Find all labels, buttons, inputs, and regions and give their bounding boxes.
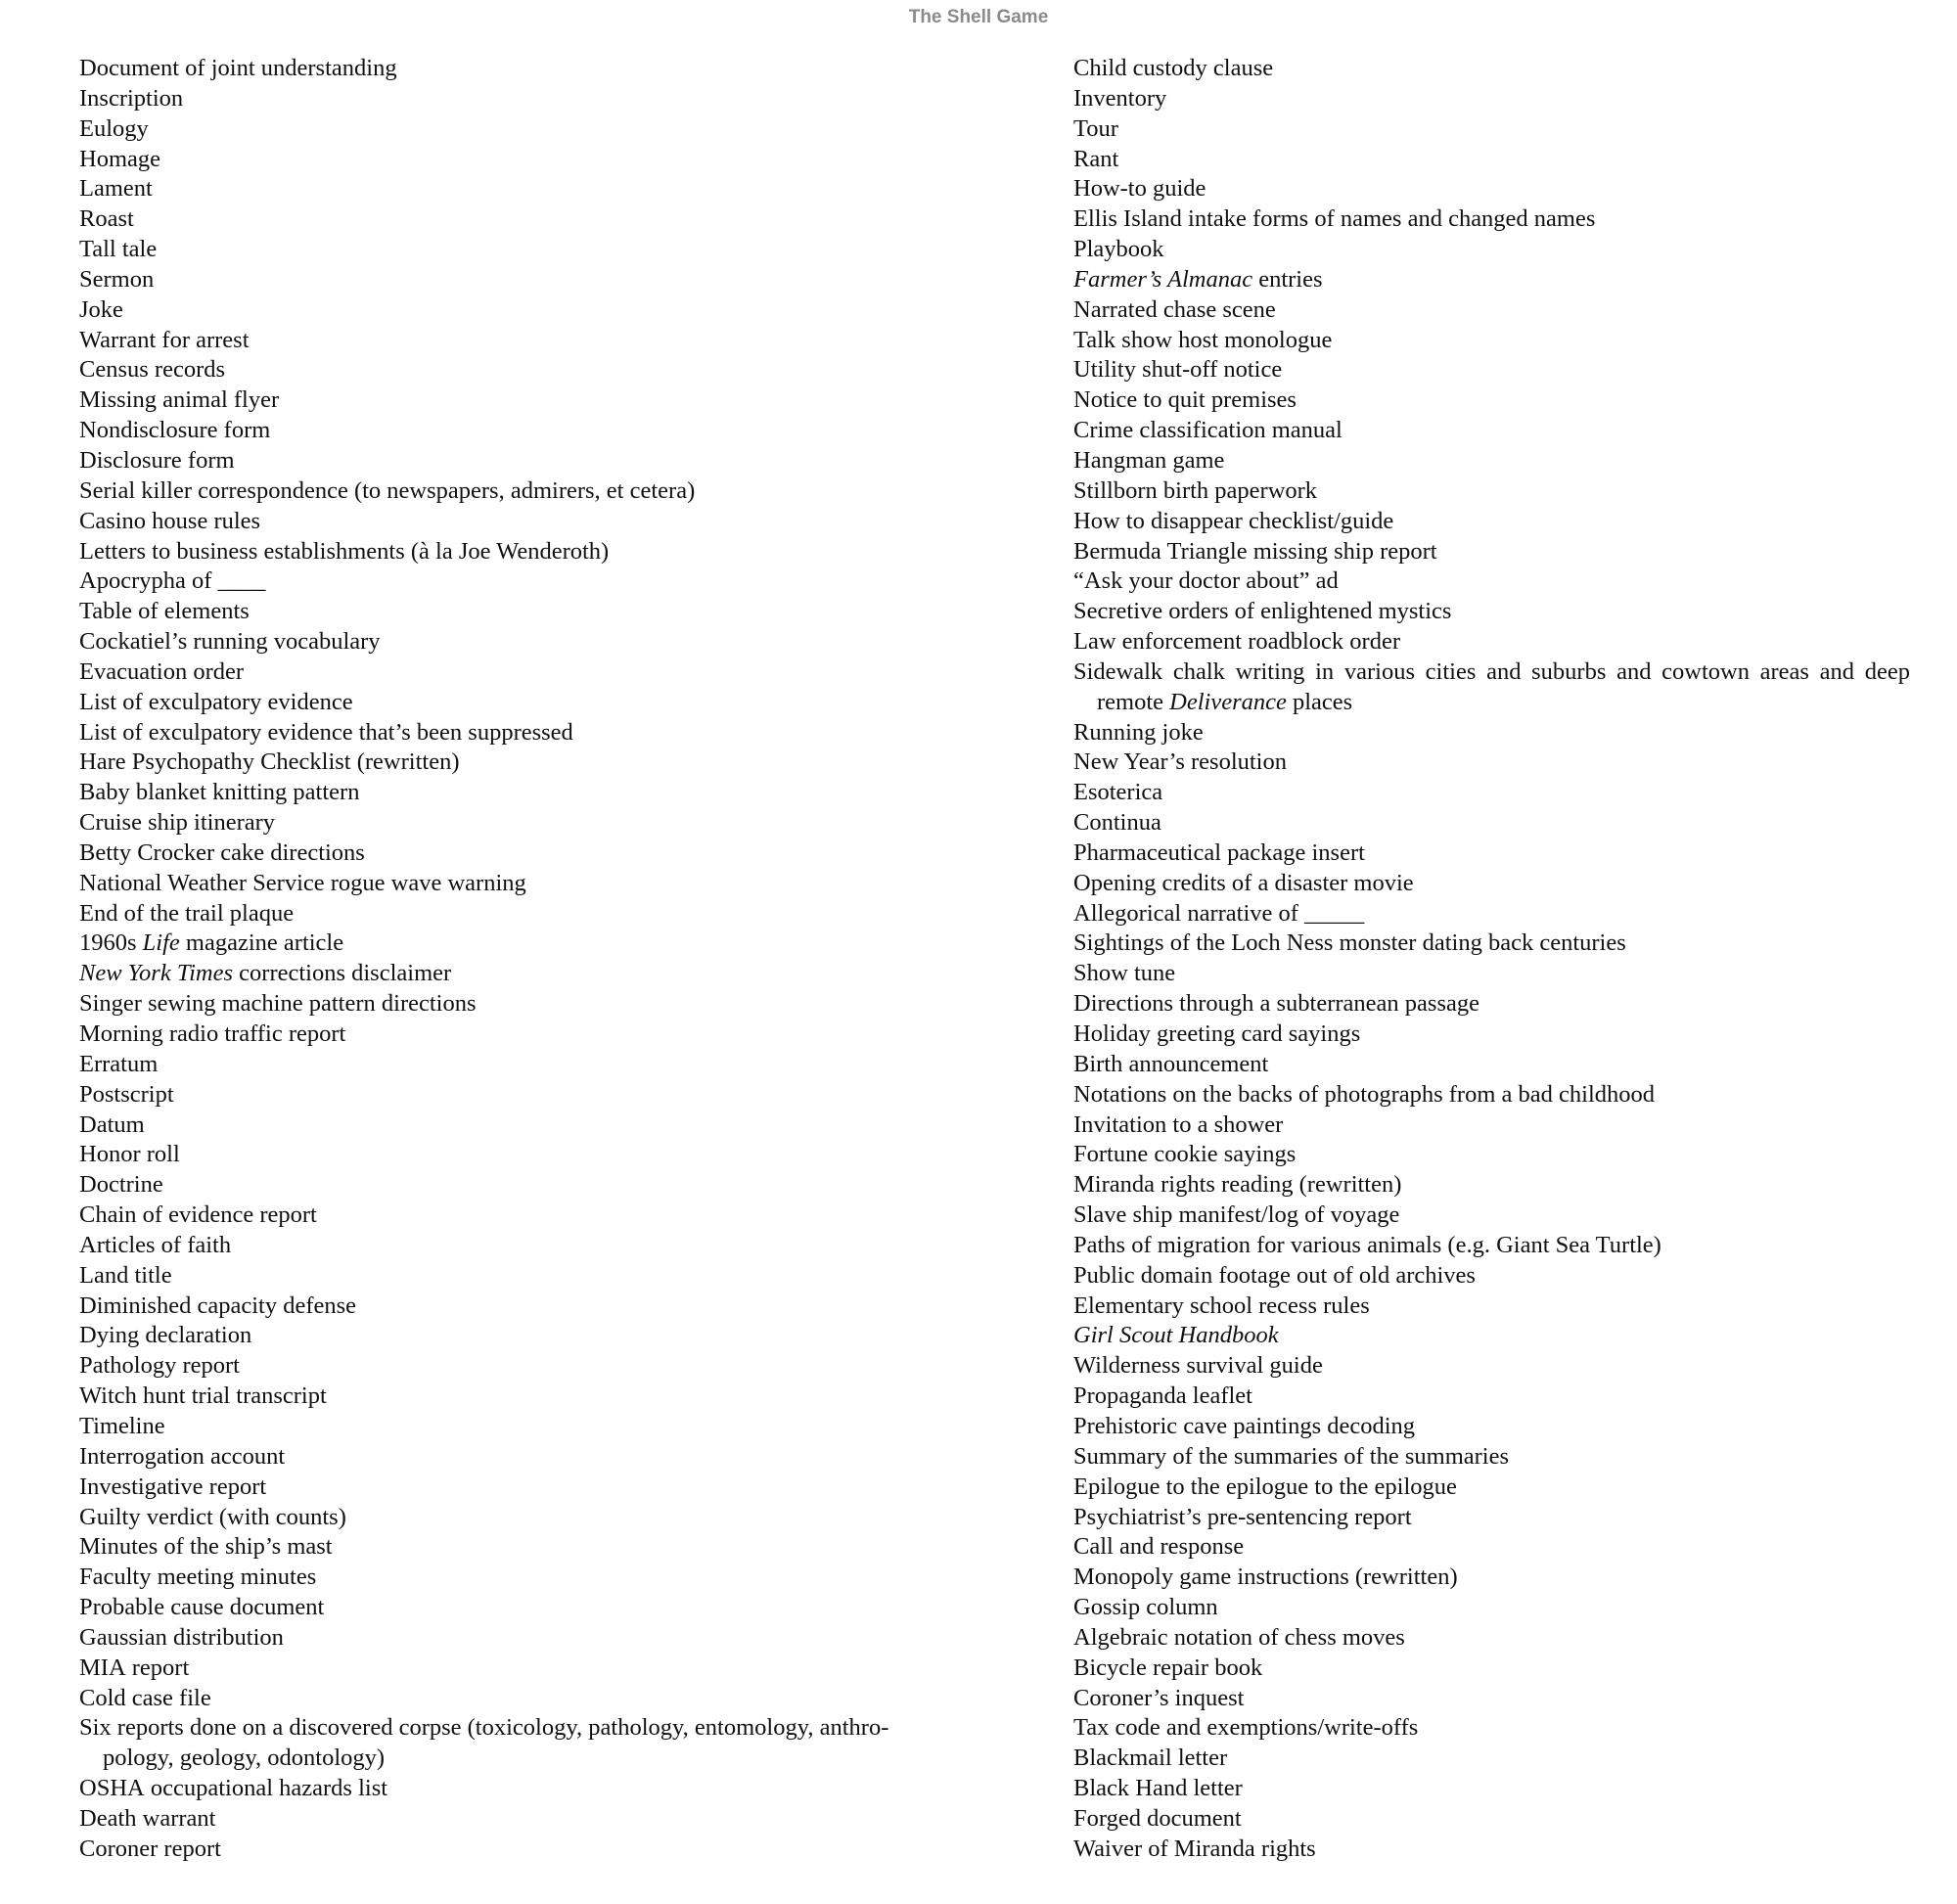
list-item: Betty Crocker cake directions bbox=[79, 839, 365, 866]
list-item: Singer sewing machine pattern directions bbox=[79, 990, 477, 1018]
list-item: List of exculpatory evidence that’s been suppressed bbox=[79, 718, 573, 746]
list-item: Missing animal flyer bbox=[79, 386, 280, 414]
list-item: Warrant for arrest bbox=[79, 326, 250, 353]
list-item: Sightings of the Loch Ness monster dating back centuries bbox=[1073, 929, 1626, 957]
right-column-list bbox=[1073, 54, 1910, 1865]
list-item: Holiday greeting card sayings bbox=[1073, 1020, 1361, 1047]
list-item: Tall tale bbox=[79, 236, 158, 263]
list-item: Tax code and exemptions/write-offs bbox=[1073, 1714, 1419, 1742]
list-item: Continua bbox=[1073, 809, 1161, 837]
list-item: Forged document bbox=[1073, 1804, 1242, 1832]
list-item: 1960s Life magazine article bbox=[79, 929, 344, 957]
list-item: Tour bbox=[1073, 114, 1118, 142]
list-item: Interrogation account bbox=[79, 1442, 286, 1470]
list-item: Articles of faith bbox=[79, 1231, 232, 1258]
list-item: Fortune cookie sayings bbox=[1073, 1141, 1297, 1168]
list-item: Pharmaceutical package insert bbox=[1073, 839, 1365, 866]
list-item: Evacuation order bbox=[79, 657, 245, 685]
list-item: Document of joint understanding bbox=[79, 55, 397, 81]
list-item: Honor roll bbox=[79, 1141, 180, 1168]
list-item: Gaussian distribution bbox=[79, 1623, 284, 1651]
list-item: Coroner report bbox=[79, 1835, 221, 1862]
list-item: Inscription bbox=[79, 84, 184, 112]
list-item: Disclosure form bbox=[79, 446, 235, 474]
list-item: Stillborn birth paperwork bbox=[1073, 476, 1318, 504]
list-item: Sermon bbox=[79, 265, 155, 293]
list-item: Serial killer correspondence (to newspapers, admirers, et cetera) bbox=[79, 476, 696, 504]
list-item: Gossip column bbox=[1073, 1594, 1218, 1621]
list-item: Baby blanket knitting pattern bbox=[79, 779, 360, 806]
list-item: Lament bbox=[79, 175, 153, 203]
list-item: Summary of the summaries of the summaries bbox=[1073, 1442, 1509, 1470]
list-item: Hangman game bbox=[1073, 446, 1225, 474]
list-item: OSHA occupational hazards list bbox=[79, 1775, 388, 1802]
list-item: Erratum bbox=[79, 1050, 159, 1077]
list-item: Minutes of the ship’s mast bbox=[79, 1533, 333, 1561]
list-item: Doctrine bbox=[79, 1171, 163, 1199]
list-item: Propaganda leaflet bbox=[1073, 1383, 1252, 1410]
list-item: Roast bbox=[79, 205, 134, 233]
list-item: Narrated chase scene bbox=[1073, 295, 1276, 323]
list-item: New York Times corrections disclaimer bbox=[79, 960, 452, 987]
list-item: Inventory bbox=[1073, 84, 1167, 112]
list-item: Utility shut-off notice bbox=[1073, 356, 1283, 384]
list-item: Six reports done on a discovered corpse (toxicology, pathology, entomology, anthro- pology, geology, odontology) bbox=[79, 1714, 889, 1772]
list-item: Cold case file bbox=[79, 1684, 211, 1711]
list-item: Monopoly game instructions (rewritten) bbox=[1073, 1564, 1458, 1591]
list-item: Census records bbox=[79, 356, 226, 384]
list-item: Chain of evidence report bbox=[79, 1201, 317, 1229]
list-item: Faculty meeting minutes bbox=[79, 1564, 317, 1591]
list-item: How-to guide bbox=[1073, 175, 1206, 203]
list-item: Apocrypha of ____ bbox=[79, 567, 266, 595]
list-item: List of exculpatory evidence bbox=[79, 688, 353, 715]
list-item: Opening credits of a disaster movie bbox=[1073, 869, 1414, 896]
list-item: Postscript bbox=[79, 1080, 174, 1108]
list-item: Blackmail letter bbox=[1073, 1745, 1228, 1772]
list-item: National Weather Service rogue wave warning bbox=[79, 869, 526, 896]
list-item: Sidewalk chalk writing in various cities and suburbs and cowtown areas and deep remote Deliverance places bbox=[1073, 657, 1910, 715]
list-item: Notations on the backs of photographs from a bad childhood bbox=[1073, 1080, 1656, 1108]
window-title: The Shell Game bbox=[908, 7, 1049, 27]
list-item: Pathology report bbox=[79, 1352, 240, 1380]
list-item: Ellis Island intake forms of names and changed names bbox=[1073, 205, 1596, 233]
list-item: Esoterica bbox=[1073, 779, 1163, 806]
list-item: Playbook bbox=[1073, 236, 1164, 263]
list-item: Bermuda Triangle missing ship report bbox=[1073, 537, 1437, 565]
list-item: Elementary school recess rules bbox=[1073, 1292, 1370, 1319]
list-item: Farmer’s Almanac entries bbox=[1073, 265, 1323, 293]
list-item: Talk show host monologue bbox=[1073, 326, 1333, 353]
list-item: Secretive orders of enlightened mystics bbox=[1073, 598, 1452, 625]
list-item: Land title bbox=[79, 1261, 172, 1289]
list-item: Timeline bbox=[79, 1412, 165, 1439]
list-item: Psychiatrist’s pre-sentencing report bbox=[1073, 1503, 1412, 1530]
list-item: Diminished capacity defense bbox=[79, 1292, 357, 1319]
list-item: Nondisclosure form bbox=[79, 417, 271, 444]
list-item: “Ask your doctor about” ad bbox=[1073, 567, 1339, 595]
list-item: Crime classification manual bbox=[1073, 417, 1343, 444]
list-item: Child custody clause bbox=[1073, 55, 1274, 81]
list-item: Slave ship manifest/log of voyage bbox=[1073, 1201, 1400, 1229]
list-item: How to disappear checklist/guide bbox=[1073, 507, 1394, 534]
list-item: Allegorical narrative of _____ bbox=[1073, 899, 1365, 927]
list-item: Notice to quit premises bbox=[1073, 386, 1297, 414]
list-item: Homage bbox=[79, 145, 160, 172]
list-item: Joke bbox=[79, 295, 123, 323]
list-item: Probable cause document bbox=[79, 1594, 325, 1621]
list-item: Law enforcement roadblock order bbox=[1073, 628, 1400, 656]
list-item: Show tune bbox=[1073, 960, 1176, 987]
list-item: Running joke bbox=[1073, 718, 1204, 746]
list-item: Rant bbox=[1073, 145, 1119, 172]
list-item: Eulogy bbox=[79, 114, 149, 142]
list-item: Casino house rules bbox=[79, 507, 261, 534]
list-item: Miranda rights reading (rewritten) bbox=[1073, 1171, 1402, 1199]
list-item: Directions through a subterranean passage bbox=[1073, 990, 1479, 1018]
list-item: Death warrant bbox=[79, 1804, 216, 1832]
list-item: Guilty verdict (with counts) bbox=[79, 1503, 346, 1530]
list-item: Wilderness survival guide bbox=[1073, 1352, 1323, 1380]
list-item: Dying declaration bbox=[79, 1322, 252, 1349]
list-item: Birth announcement bbox=[1073, 1050, 1269, 1077]
list-item: Algebraic notation of chess moves bbox=[1073, 1623, 1405, 1651]
list-item: Table of elements bbox=[79, 598, 250, 625]
list-item: MIA report bbox=[79, 1654, 190, 1681]
list-item: Epilogue to the epilogue to the epilogue bbox=[1073, 1473, 1457, 1500]
list-item: Letters to business establishments (à la Joe Wenderoth) bbox=[79, 537, 610, 565]
list-item: Black Hand letter bbox=[1073, 1775, 1243, 1802]
list-item: Waiver of Miranda rights bbox=[1073, 1835, 1316, 1862]
list-item: Public domain footage out of old archives bbox=[1073, 1261, 1476, 1289]
list-item: Invitation to a shower bbox=[1073, 1111, 1284, 1138]
list-item: Coroner’s inquest bbox=[1073, 1684, 1245, 1711]
left-column-list bbox=[79, 54, 921, 1865]
list-item: Prehistoric cave paintings decoding bbox=[1073, 1412, 1416, 1439]
list-item: Paths of migration for various animals (e.g. Giant Sea Turtle) bbox=[1073, 1231, 1661, 1258]
list-item: End of the trail plaque bbox=[79, 899, 295, 927]
list-item: Girl Scout Handbook bbox=[1073, 1322, 1279, 1349]
list-item: Bicycle repair book bbox=[1073, 1654, 1263, 1681]
list-item: Hare Psychopathy Checklist (rewritten) bbox=[79, 748, 460, 776]
list-item: Cockatiel’s running vocabulary bbox=[79, 628, 381, 656]
list-item: Witch hunt trial transcript bbox=[79, 1383, 327, 1410]
list-item: Datum bbox=[79, 1111, 145, 1138]
list-item: Call and response bbox=[1073, 1533, 1245, 1561]
list-item: Morning radio traffic report bbox=[79, 1020, 346, 1047]
list-item: Investigative report bbox=[79, 1473, 267, 1500]
list-item: Cruise ship itinerary bbox=[79, 809, 276, 837]
list-item: New Year’s resolution bbox=[1073, 748, 1287, 776]
